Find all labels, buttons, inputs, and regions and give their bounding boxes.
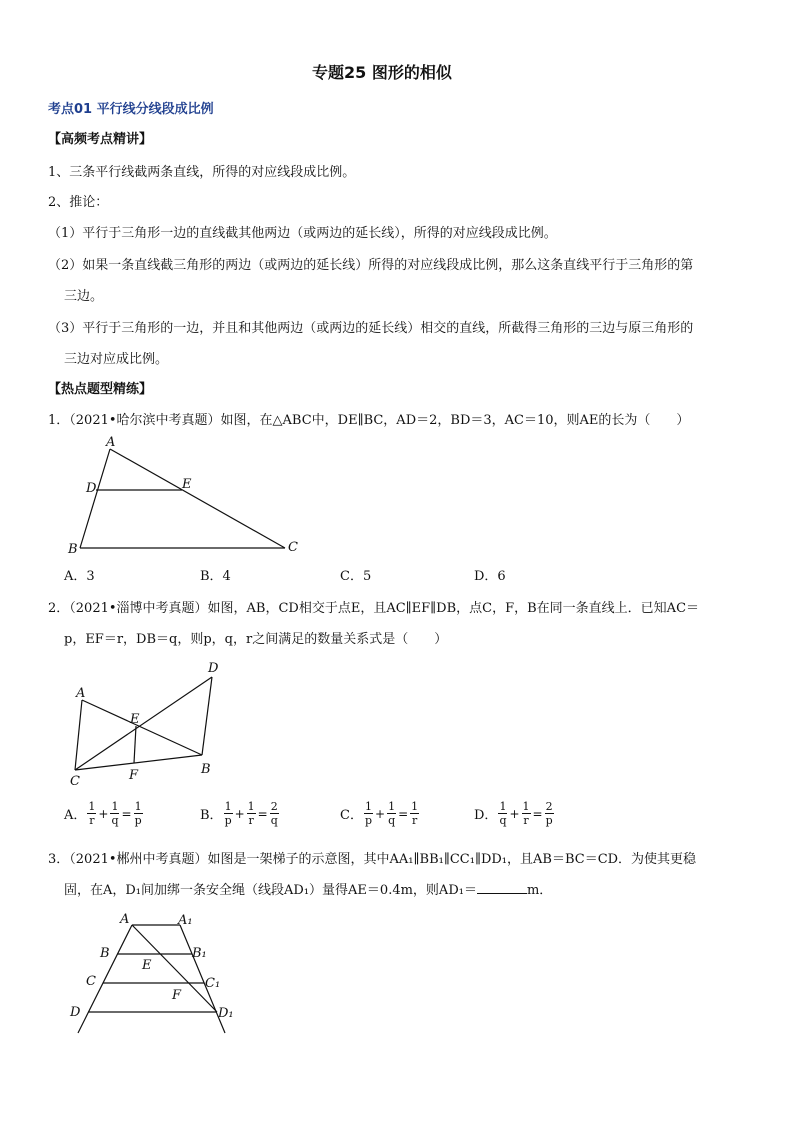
question-3-figure (60, 905, 260, 1040)
denominator: q (499, 814, 507, 827)
question-2-option-d[interactable] (474, 800, 554, 827)
question-1-option-b[interactable]: B．4 (200, 569, 231, 584)
numerator: 1 (134, 800, 142, 813)
fraction (387, 800, 396, 827)
question-2-option-a[interactable] (64, 800, 143, 827)
label-d: D (86, 481, 97, 496)
answer-blank[interactable] (477, 881, 527, 894)
fraction (498, 800, 507, 827)
numerator: 1 (411, 800, 419, 813)
fraction (522, 800, 531, 827)
label-c: C (86, 974, 96, 989)
point-2-2-cont: 三边。 (64, 289, 104, 304)
numerator: 1 (364, 800, 372, 813)
key-points-heading: 【高频考点精讲】 (48, 132, 153, 147)
section-heading: 考点01 平行线分线段成比例 (48, 102, 214, 117)
fraction (410, 800, 419, 827)
plus-sign: + (509, 806, 520, 821)
fraction (110, 800, 119, 827)
numerator: 1 (247, 800, 255, 813)
question-2-option-b[interactable] (200, 800, 279, 827)
plus-sign: + (375, 806, 386, 821)
question-1-text: 1．（2021•哈尔滨中考真题）如图，在△ABC中，DE∥BC，AD＝2，BD＝3，AC＝10，则AE的长为（ ） (48, 413, 690, 428)
question-3-text-line1: 3．（2021•郴州中考真题）如图是一架梯子的示意图，其中AA₁∥BB₁∥CC₁∥DD₁，且AB＝BC＝CD．为使其更稳 (48, 852, 697, 867)
numerator: 1 (499, 800, 507, 813)
label-d: D (70, 1005, 81, 1020)
denominator: q (388, 814, 396, 827)
denominator: p (134, 814, 142, 827)
point-2: 2、推论： (48, 195, 109, 210)
fraction (134, 800, 143, 827)
question-2-text-line2: p，EF＝r，DB＝q，则p，q，r之间满足的数量关系式是（ ） (64, 632, 448, 647)
label-a1: A₁ (178, 913, 193, 928)
label-b: B (201, 762, 211, 777)
label-b: B (100, 946, 110, 961)
denominator: p (364, 814, 372, 827)
segment-ef (134, 726, 136, 763)
denominator: r (523, 814, 529, 827)
label-e: E (130, 712, 140, 727)
denominator: r (89, 814, 95, 827)
point-1: 1、三条平行线截两条直线，所得的对应线段成比例。 (48, 165, 356, 180)
denominator: r (248, 814, 254, 827)
label-a: A (76, 686, 86, 701)
segment-ac (75, 700, 82, 770)
question-2-option-c[interactable] (340, 800, 419, 827)
segment-db (202, 677, 212, 755)
label-c: C (70, 774, 80, 789)
denominator: p (545, 814, 553, 827)
question-1-figure (60, 433, 310, 563)
label-a: A (106, 435, 116, 450)
fraction (270, 800, 279, 827)
side-ab (80, 449, 110, 548)
option-letter: C． (340, 808, 363, 823)
option-letter: D． (474, 808, 498, 823)
question-3-text-line2 (64, 879, 552, 898)
equals-sign: = (398, 806, 409, 821)
question-2-figure (60, 655, 240, 790)
label-d1: D₁ (218, 1006, 234, 1021)
practice-heading: 【热点题型精练】 (48, 382, 153, 397)
label-b: B (68, 542, 78, 557)
point-2-3: （3）平行于三角形的一边，并且和其他两边（或两边的延长线）相交的直线，所截得三角形的三边与原三角形的 (48, 321, 694, 336)
denominator: p (224, 814, 232, 827)
denominator: q (270, 814, 278, 827)
point-2-3-cont: 三边对应成比例。 (64, 352, 169, 367)
label-c1: C₁ (205, 976, 221, 991)
label-e: E (182, 477, 192, 492)
numerator: 1 (522, 800, 530, 813)
label-e: E (142, 958, 152, 973)
numerator: 2 (270, 800, 278, 813)
question-1-option-a[interactable]: A．3 (64, 569, 95, 584)
fraction (224, 800, 233, 827)
question-3-text-prefix: 固，在A，D₁间加绑一条安全绳（线段AD₁）量得AE＝0.4m，则AD₁＝ (64, 883, 477, 898)
fraction (545, 800, 554, 827)
label-d: D (208, 661, 219, 676)
numerator: 2 (545, 800, 553, 813)
fraction (364, 800, 373, 827)
equals-sign: = (532, 806, 543, 821)
label-c: C (288, 540, 298, 555)
question-1-option-d[interactable]: D．6 (474, 569, 506, 584)
page-title: 专题25 图形的相似 (312, 63, 452, 82)
label-a: A (120, 912, 130, 927)
segment-ab (82, 700, 202, 755)
label-f: F (129, 768, 139, 783)
side-ac (110, 449, 285, 548)
question-3-text-suffix: m． (526, 883, 553, 898)
numerator: 1 (111, 800, 119, 813)
numerator: 1 (224, 800, 232, 813)
fraction (247, 800, 256, 827)
label-b1: B₁ (192, 946, 207, 961)
numerator: 1 (88, 800, 96, 813)
point-2-2: （2）如果一条直线截三角形的两边（或两边的延长线）所得的对应线段成比例，那么这条直线平行于三角形的第 (48, 258, 694, 273)
question-1-option-c[interactable]: C．5 (340, 569, 372, 584)
equals-sign: = (121, 806, 132, 821)
denominator: r (412, 814, 418, 827)
numerator: 1 (388, 800, 396, 813)
equals-sign: = (257, 806, 268, 821)
fraction (87, 800, 96, 827)
point-2-1: （1）平行于三角形一边的直线截其他两边（或两边的延长线），所得的对应线段成比例。 (48, 226, 557, 241)
plus-sign: + (98, 806, 109, 821)
question-2-text-line1: 2．（2021•淄博中考真题）如图，AB，CD相交于点E，且AC∥EF∥DB，点C，F，B在同一条直线上．已知AC＝ (48, 601, 700, 616)
plus-sign: + (234, 806, 245, 821)
option-letter: A． (64, 808, 87, 823)
label-f: F (172, 988, 182, 1003)
option-letter: B． (200, 808, 223, 823)
denominator: q (111, 814, 119, 827)
